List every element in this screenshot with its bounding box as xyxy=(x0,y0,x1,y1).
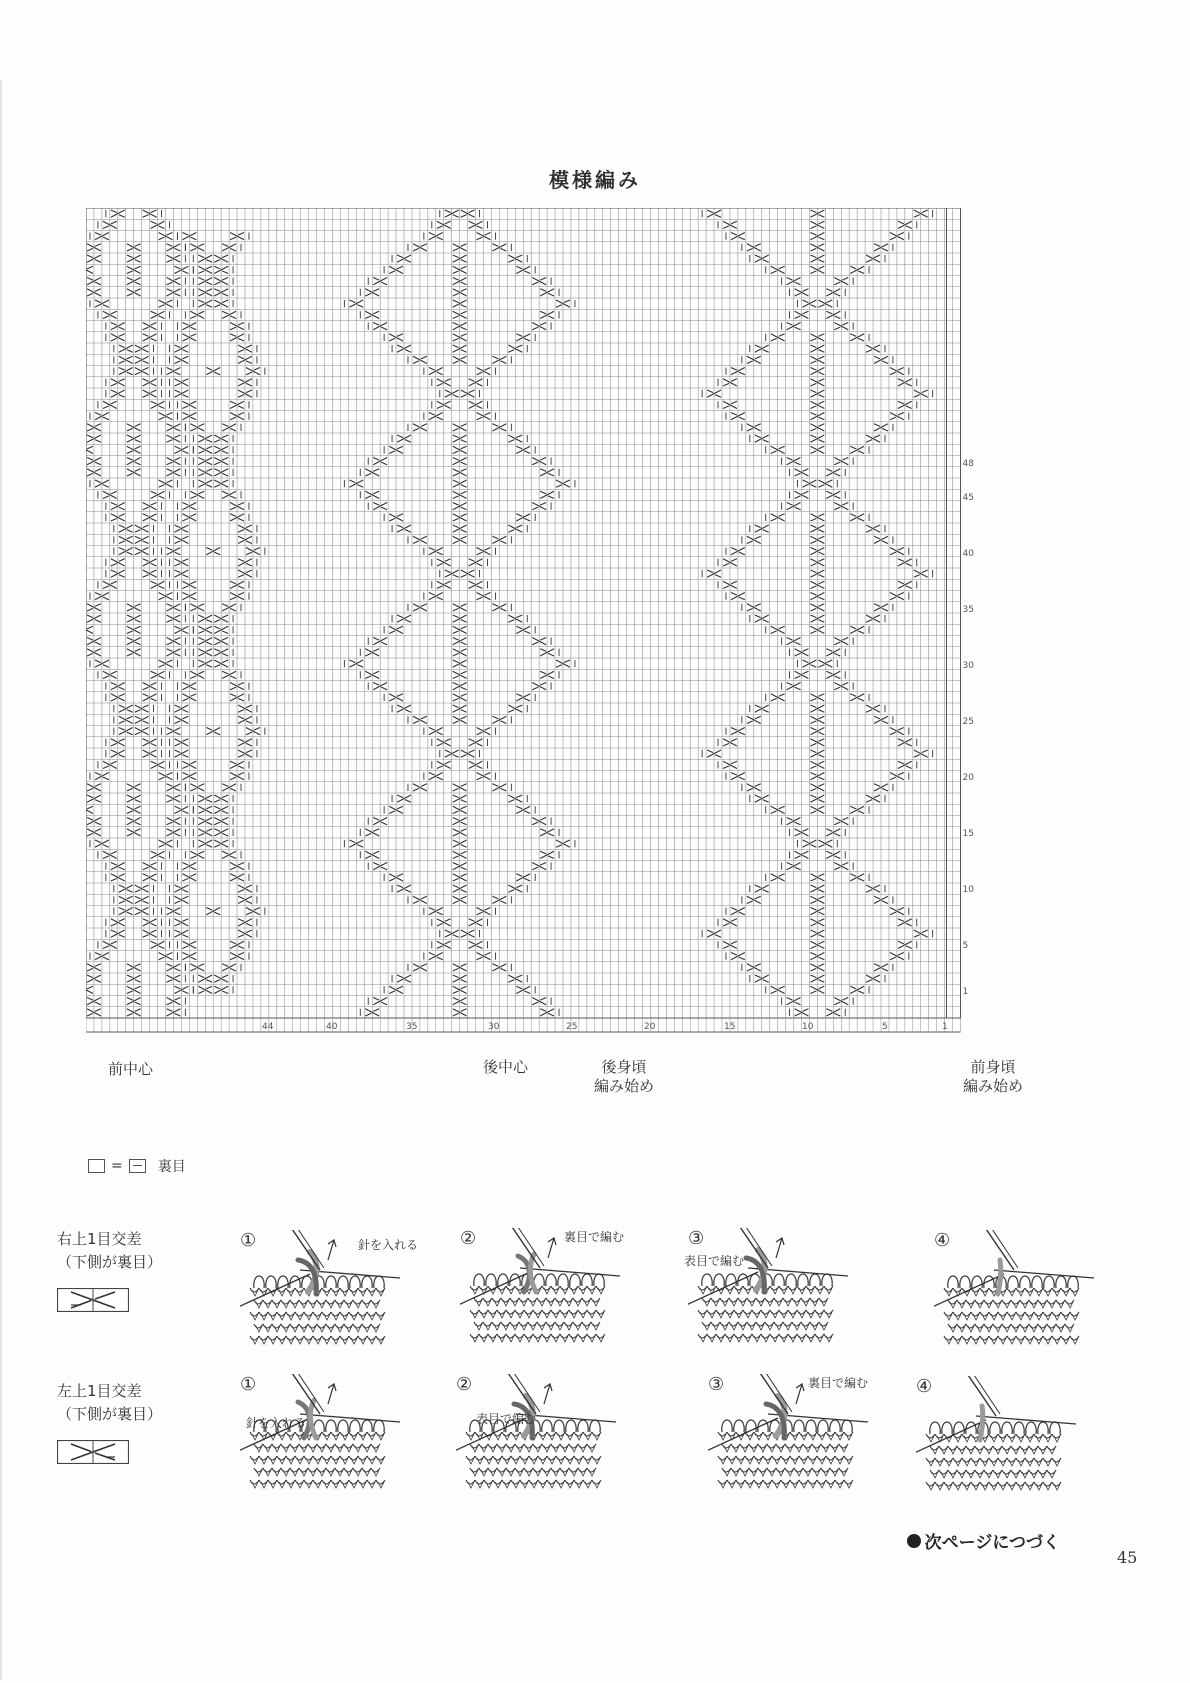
row-number: 25 xyxy=(962,717,974,727)
back-start-label xyxy=(594,1058,654,1096)
step-note: 針を入れる xyxy=(358,1238,419,1252)
technique-2-step-3 xyxy=(708,1374,908,1504)
step-number: ③ xyxy=(708,1374,725,1395)
technique-2-subname: （下側が裏目） xyxy=(57,1405,163,1423)
knitting-illustration xyxy=(708,1374,908,1504)
step-number: ② xyxy=(456,1374,473,1395)
technique-2-title xyxy=(57,1380,162,1426)
knitting-illustration xyxy=(456,1374,656,1504)
column-number: 40 xyxy=(326,1022,338,1032)
technique-1-step-1 xyxy=(240,1230,440,1360)
step-note: 表目で編む xyxy=(476,1412,537,1426)
technique-1-step-4 xyxy=(934,1230,1134,1360)
row-number: 35 xyxy=(962,605,974,615)
front-start-line2: 編み始め xyxy=(963,1077,1024,1095)
row-number: 45 xyxy=(962,493,974,503)
step-note: 裏目で編む xyxy=(808,1376,869,1390)
column-number: 10 xyxy=(802,1022,814,1032)
blank-cell-symbol xyxy=(88,1159,105,1173)
step-number: ① xyxy=(240,1230,257,1251)
step-note: 裏目で編む xyxy=(564,1230,625,1244)
technique-2-step-1 xyxy=(240,1374,440,1504)
back-start-line2: 編み始め xyxy=(594,1077,655,1095)
page-number: 45 xyxy=(1117,1548,1138,1567)
step-number: ③ xyxy=(688,1228,705,1249)
chart-legend xyxy=(88,1156,186,1176)
technique-1-subname: （下側が裏目） xyxy=(57,1253,163,1271)
knitting-illustration xyxy=(688,1228,888,1358)
knitting-illustration xyxy=(934,1230,1134,1360)
knitting-illustration xyxy=(460,1228,660,1358)
row-number: 30 xyxy=(962,661,974,671)
column-number: 5 xyxy=(882,1022,888,1032)
knitting-illustration xyxy=(916,1376,1116,1506)
knitting-illustration xyxy=(240,1374,440,1504)
front-center-label: 前中心 xyxy=(108,1060,154,1078)
right-cross-symbol xyxy=(57,1288,129,1312)
purl-symbol xyxy=(129,1159,146,1173)
front-start-label xyxy=(963,1058,1023,1096)
chart-grid xyxy=(86,208,961,1032)
step-number: ② xyxy=(460,1228,477,1249)
row-number: 1 xyxy=(962,987,969,997)
step-number: ① xyxy=(240,1374,257,1395)
technique-1-step-2 xyxy=(460,1228,660,1358)
step-note: 表目で編む xyxy=(684,1254,745,1268)
technique-1-title xyxy=(57,1228,162,1274)
row-number: 10 xyxy=(962,885,974,895)
column-number: 30 xyxy=(488,1022,500,1032)
row-number: 40 xyxy=(962,549,974,559)
legend-text: 裏目 xyxy=(157,1159,186,1175)
step-note: 針を入れる xyxy=(246,1416,307,1430)
column-number: 15 xyxy=(724,1022,736,1032)
continue-note xyxy=(907,1528,1060,1553)
technique-2-step-2 xyxy=(456,1374,656,1504)
technique-2-step-4 xyxy=(916,1376,1116,1506)
bullet-icon xyxy=(907,1534,921,1548)
column-number: 25 xyxy=(566,1022,578,1032)
technique-1-step-3 xyxy=(684,1228,888,1358)
step-number: ④ xyxy=(934,1230,951,1251)
legend-equals: = xyxy=(111,1158,123,1174)
technique-2-name: 左上1目交差 xyxy=(57,1382,142,1400)
row-number: 5 xyxy=(962,941,969,951)
technique-1-name: 右上1目交差 xyxy=(57,1230,142,1248)
back-center-label: 後中心 xyxy=(483,1058,529,1076)
column-number: 35 xyxy=(406,1022,418,1032)
row-number: 15 xyxy=(962,829,974,839)
row-number: 48 xyxy=(962,459,974,469)
front-start-line1: 前身頃 xyxy=(970,1058,1016,1076)
page-title: 模様編み xyxy=(549,168,641,192)
row-number: 20 xyxy=(962,773,974,783)
knitting-chart xyxy=(86,208,1026,1108)
column-number: 20 xyxy=(644,1022,656,1032)
back-start-line1: 後身頃 xyxy=(601,1058,647,1076)
continue-text: 次ページにつづく xyxy=(924,1533,1060,1553)
page-edge xyxy=(0,80,2,1680)
step-number: ④ xyxy=(916,1376,933,1397)
left-cross-symbol xyxy=(57,1440,129,1464)
column-number: 44 xyxy=(262,1022,274,1032)
column-number: 1 xyxy=(942,1022,948,1032)
